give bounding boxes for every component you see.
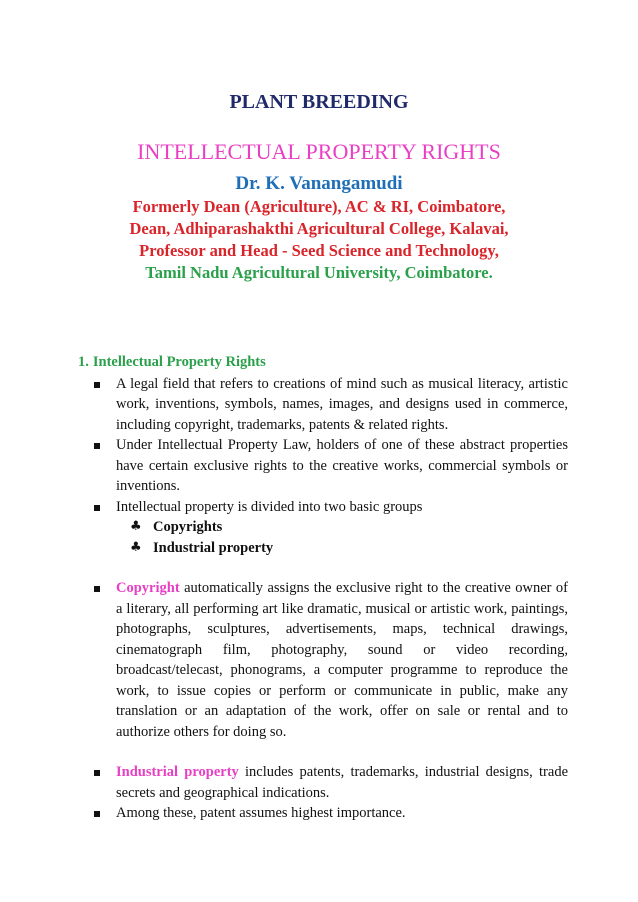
club-bullet-icon: ♣ — [130, 519, 142, 534]
list-item-copyright — [78, 578, 568, 742]
section-heading — [78, 352, 568, 373]
list-item — [78, 374, 568, 436]
page-subtitle: INTELLECTUAL PROPERTY RIGHTS — [137, 139, 501, 164]
section-number: 1. — [78, 354, 89, 370]
group-item-text: Industrial property — [153, 539, 274, 556]
list-item-industrial — [78, 762, 568, 803]
list-item-text: A legal field that refers to creations of mind such as musical literacy, artistic work, inventions, symbols, names, images, and designs used in commerce, including copyright, trademarks, patents & related rights. — [116, 375, 568, 433]
affiliation-line: Dean, Adhiparashakthi Agricultural College, Kalavai, — [129, 219, 509, 238]
bullet-list — [78, 578, 568, 742]
club-bullet-icon: ♣ — [130, 539, 142, 555]
square-bullet-icon — [94, 586, 100, 592]
list-item — [78, 803, 568, 824]
bullet-list — [78, 374, 568, 518]
copyright-text: automatically assigns the exclusive right to the creative owner of a literary, all performing art like dramatic, musical or artistic work, paintings, photographs, sculptures, advertisements, maps, technical drawings, cinematograph film, photography, sound or video recording, broadcast/telecast, phonograms, a computer programme to reproduce the work, to issue copies or perform or communicate in public, make any translation or an adaptation of the work, offer on sale or rental and to authorize others for doing so. — [116, 580, 568, 740]
square-bullet-icon — [94, 382, 100, 388]
list-item — [78, 497, 568, 518]
bullet-list — [78, 762, 568, 824]
square-bullet-icon — [94, 443, 100, 449]
affiliation-line: Professor and Head - Seed Science and Technology, — [139, 241, 499, 260]
ipr-section — [78, 352, 568, 824]
spacer — [78, 558, 568, 578]
industrial-term: Industrial property — [116, 764, 239, 780]
section-heading-text: Intellectual Property Rights — [92, 354, 266, 370]
square-bullet-icon — [94, 811, 100, 817]
list-item-text: Under Intellectual Property Law, holders of one of these abstract properties have certain exclusive rights to the creative works, commercial symbols or inventions. — [116, 437, 568, 494]
list-item-text: Intellectual property is divided into two basic groups — [116, 498, 423, 515]
author-name: Dr. K. Vanangamudi — [235, 173, 403, 194]
industrial-text: includes patents, trademarks, industrial designs, trade secrets and geographical indications. — [116, 764, 568, 801]
copyright-term: Copyright — [116, 580, 180, 596]
group-item — [128, 517, 568, 538]
group-item — [128, 538, 568, 559]
page-title: PLANT BREEDING — [229, 91, 409, 113]
spacer — [78, 742, 568, 762]
list-item-text: Among these, patent assumes highest importance. — [116, 805, 406, 821]
square-bullet-icon — [94, 505, 100, 511]
document-header — [0, 88, 638, 284]
square-bullet-icon — [94, 770, 100, 776]
group-item-text: Copyrights — [153, 519, 223, 535]
university-line: Tamil Nadu Agricultural University, Coimbatore. — [145, 263, 493, 282]
affiliation-line: Formerly Dean (Agriculture), AC & RI, Coimbatore, — [132, 197, 506, 216]
group-list — [78, 517, 568, 558]
list-item — [78, 435, 568, 497]
